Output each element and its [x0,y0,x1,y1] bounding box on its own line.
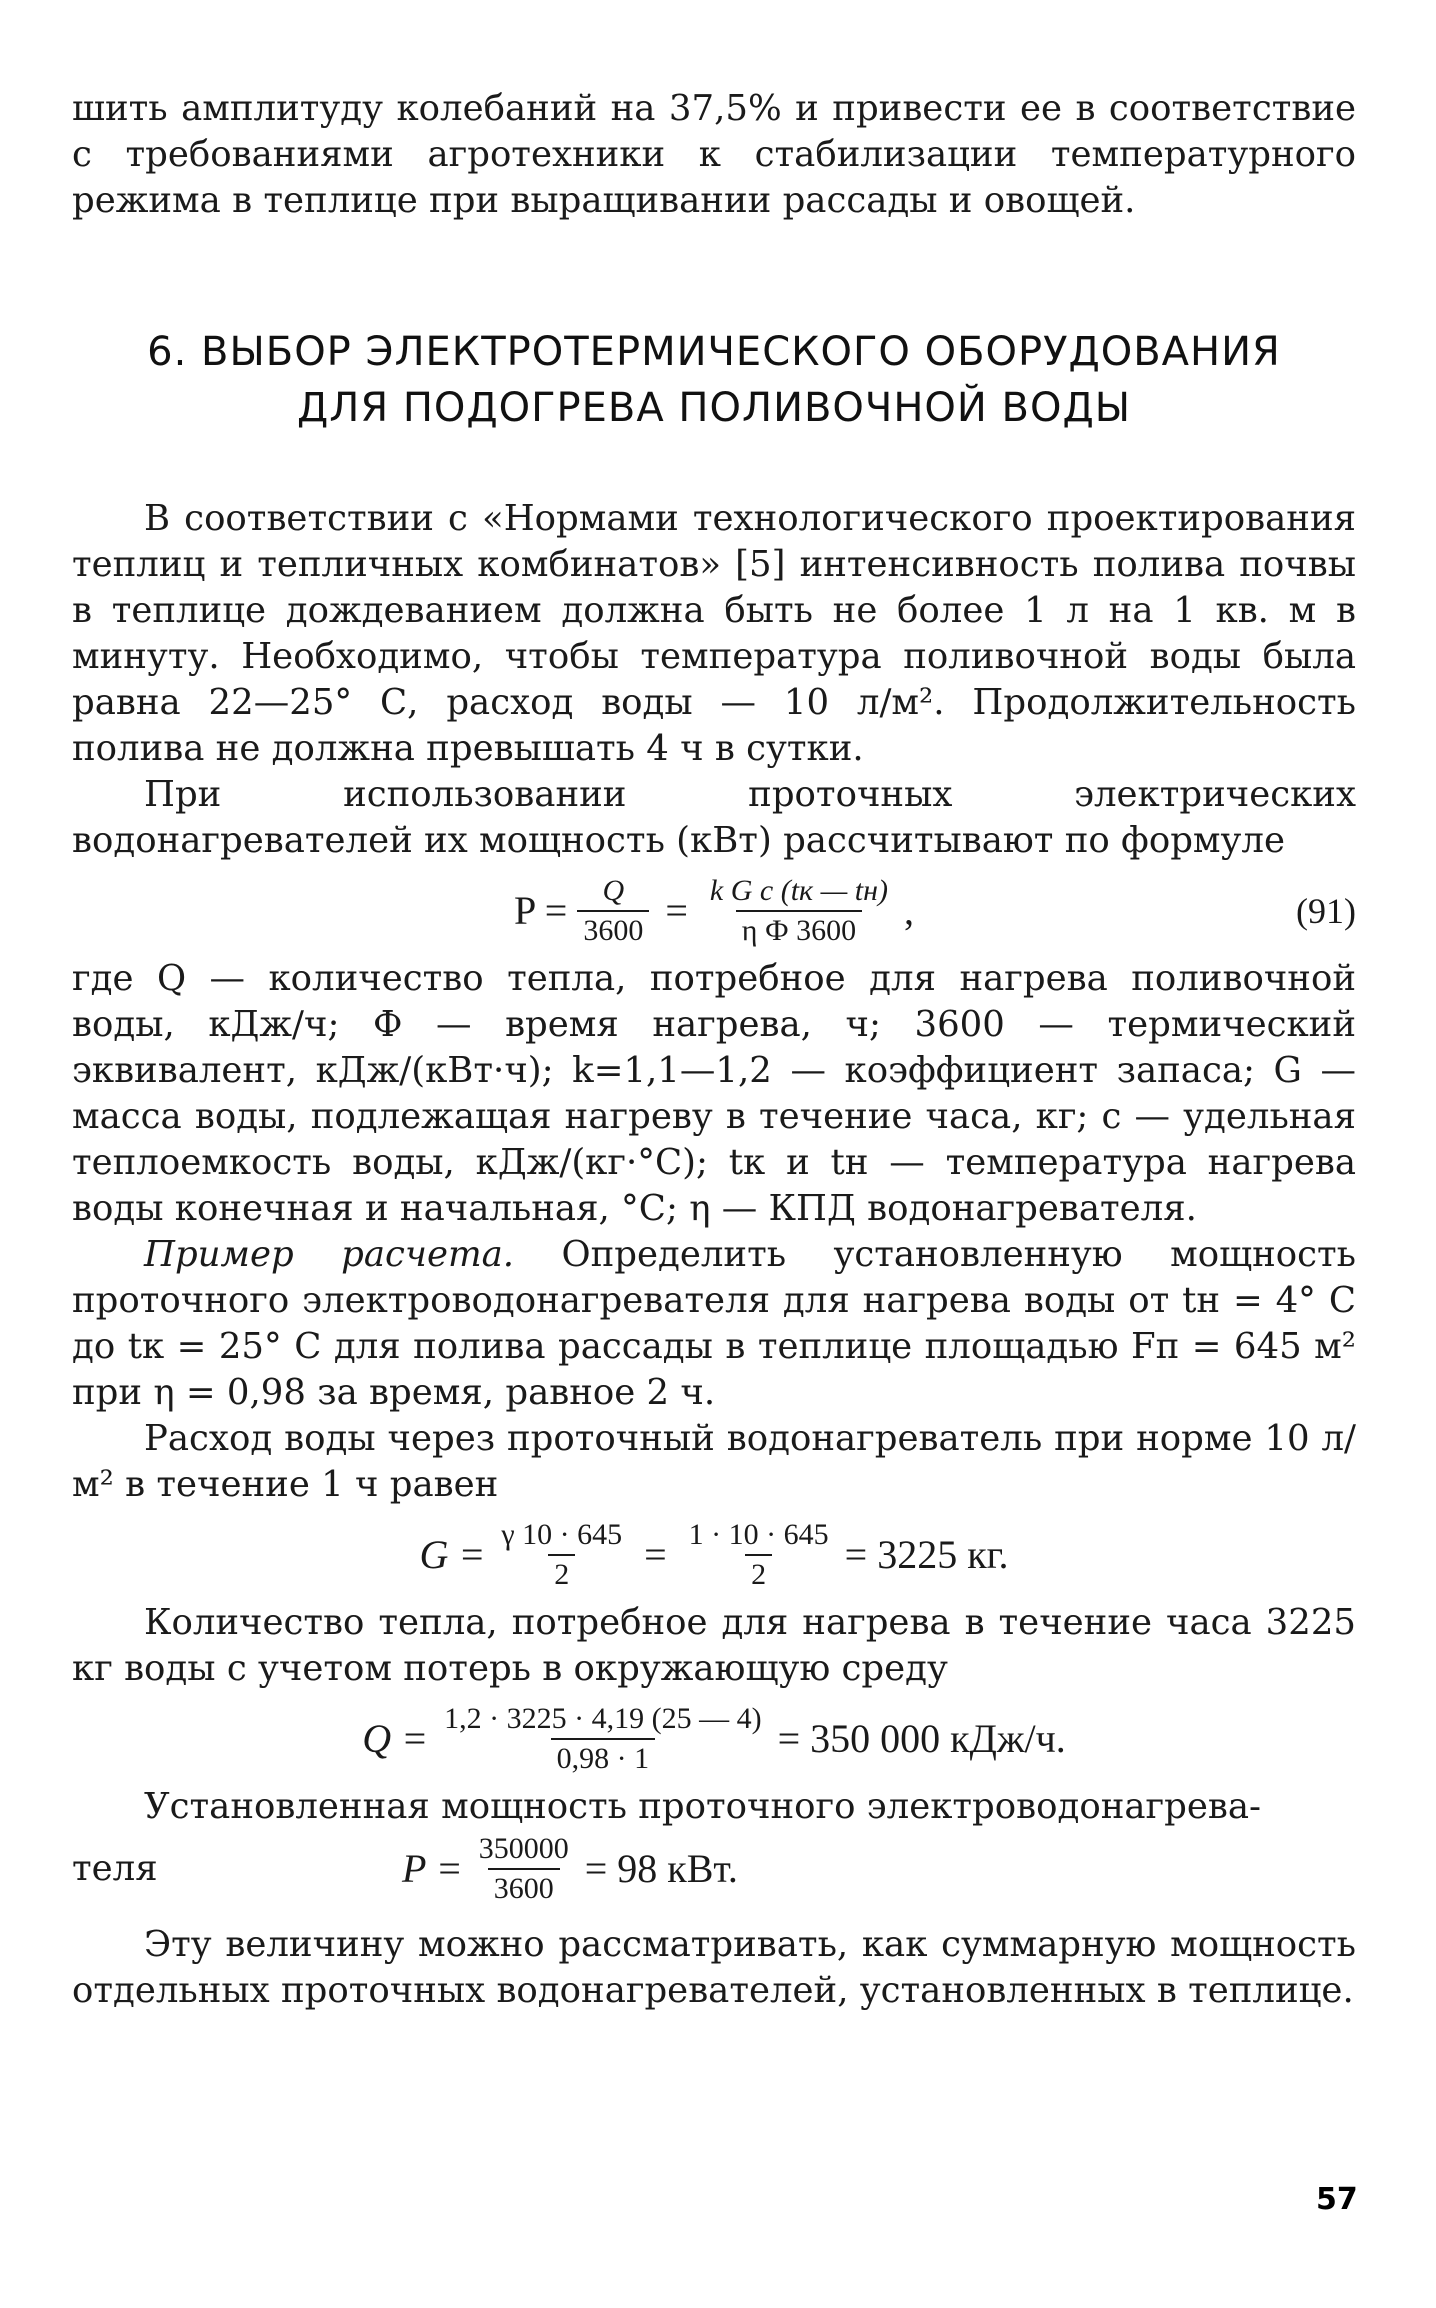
paragraph-installed-power-line2 [72,1830,1356,1908]
formula-g-frac2 [683,1516,835,1594]
paragraph-example [72,1232,1356,1416]
formula-g-frac2-den: 2 [745,1554,772,1594]
formula-p-lhs: P = [402,1846,463,1891]
formula-91-frac2 [704,872,894,950]
formula-p-rhs: = 98 кВт. [584,1846,738,1891]
paragraph-installed-power-line1: Установленная мощность проточного электроводонагрева- [144,1786,1262,1827]
section-title-line2: ДЛЯ ПОДОГРЕВА ПОЛИВОЧНОЙ ВОДЫ [296,385,1132,431]
paragraph-definitions: где Q — количество тепла, потребное для нагрева поливочной воды, кДж/ч; Ф — время нагрева, ч; 3600 — термический эквивалент, кДж/(кВт·ч); k=1,1—1,2 — коэффициент запаса; G — масса воды, подлежащая нагреву в течение часа, кг; c — удельная теплоемкость воды, кДж/(кг·°С); tк и tн — температура нагрева воды конечная и начальная, °С; η — КПД водонагревателя. [72,958,1356,1229]
installed-power-word: теля [72,1848,158,1889]
formula-g [72,1516,1356,1594]
formula-g-frac1-den: 2 [548,1554,575,1594]
formula-91-tail: , [903,888,914,933]
paragraph-formula-intro: При использовании проточных электрических водонагревателей их мощность (кВт) рассчитывают по формуле [72,774,1356,861]
formula-q-lhs: Q = [362,1716,429,1761]
formula-q-frac-num: 1,2 · 3225 · 4,19 (25 — 4) [444,1702,762,1735]
formula-p-frac [473,1830,575,1908]
paragraph-conclusion: Эту величину можно рассматривать, как суммарную мощность отдельных проточных водонагревателей, установленных в теплице. [72,1924,1356,2011]
section-title [72,324,1356,436]
formula-g-frac2-num: 1 · 10 · 645 [688,1518,829,1551]
section-title-line1: 6. ВЫБОР ЭЛЕКТРОТЕРМИЧЕСКОГО ОБОРУДОВАНИЯ [147,329,1281,375]
formula-91-frac2-den: η Ф 3600 [736,910,862,950]
page-number: 57 [1316,2182,1358,2217]
formula-91-lhs: P = [514,888,568,933]
formula-g-frac1 [495,1516,628,1594]
formula-p-frac-den: 3600 [488,1868,560,1908]
paragraph-heat-quantity: Количество тепла, потребное для нагрева в течение часа 3225 кг воды с учетом потерь в окружающую среду [72,1602,1356,1689]
formula-p-frac-num: 350000 [478,1832,569,1865]
example-heading: Пример расчета. [144,1234,515,1275]
page-content [72,86,1356,2014]
example-text: Определить установленную мощность проточного электроводонагревателя для нагрева воды от tн = 4° С до tк = 25° С для полива рассады в теплице площадью Fп = 645 м² при η = 0,98 за время, равное 2 ч. [72,1234,1356,1413]
formula-q-rhs: = 350 000 кДж/ч. [777,1716,1066,1761]
paragraph-water-flow: Расход воды через проточный водонагреватель при норме 10 л/м² в течение 1 ч равен [72,1418,1356,1505]
formula-g-lhs: G = [419,1532,486,1577]
formula-g-frac1-num: γ 10 · 645 [501,1518,623,1551]
equation-number: (91) [1296,891,1356,931]
formula-p [402,1830,738,1908]
formula-q [72,1700,1356,1778]
formula-91-frac1 [577,872,649,950]
formula-91-frac1-num: Q [602,874,625,907]
formula-q-frac [438,1700,767,1778]
formula-q-frac-den: 0,98 · 1 [551,1738,656,1778]
formula-91 [72,872,1356,950]
intro-paragraph: шить амплитуду колебаний на 37,5% и привести ее в соответствие с требованиями агротехники к стабилизации температурного режима в теплице при выращивании рассады и овощей. [72,88,1356,221]
formula-91-frac1-den: 3600 [577,910,649,950]
formula-g-eq: = [644,1532,667,1577]
formula-91-eq: = [665,888,688,933]
paragraph-norms: В соответствии с «Нормами технологического проектирования теплиц и тепличных комбинатов» [5] интенсивность полива почвы в теплице дождеванием должна быть не более 1 л на 1 кв. м в минуту. Необходимо, чтобы температура поливочной воды была равна 22—25° С, расход воды — 10 л/м². Продолжительность полива не должна превышать 4 ч в сутки. [72,498,1356,769]
formula-91-frac2-num: k G c (tк — tн) [709,874,888,907]
formula-g-rhs: = 3225 кг. [844,1532,1009,1577]
